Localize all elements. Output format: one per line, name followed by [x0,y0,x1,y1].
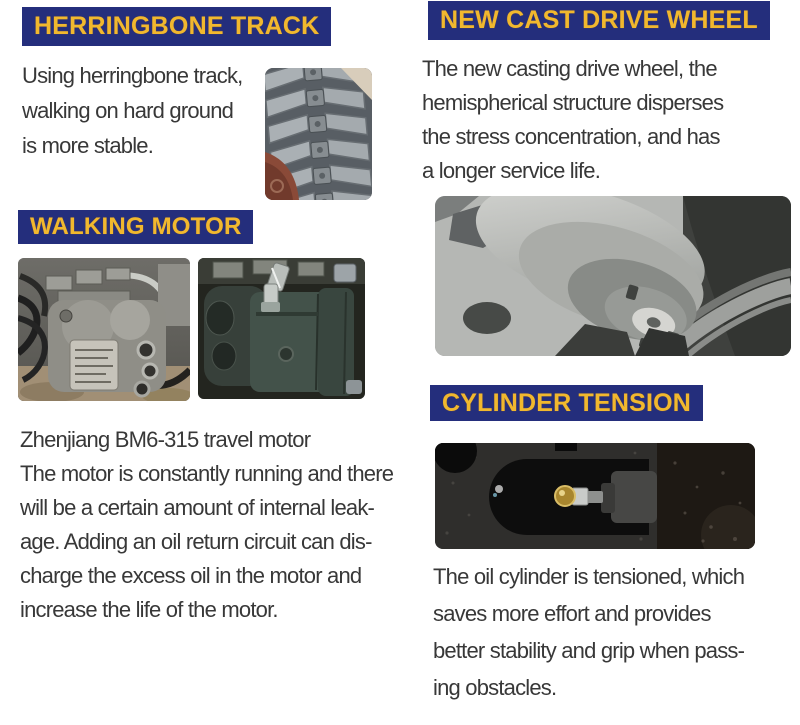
walking-motor-photo-2 [198,258,365,399]
text-line: will be a certain amount of internal leak- [20,495,375,520]
text-line: saves more effort and provides [433,601,711,626]
cylinder-tension-text [433,558,744,706]
text-line: age. Adding an oil return circuit can dis- [20,529,372,554]
text-line: The motor is constantly running and there [20,461,394,486]
text-line: The oil cylinder is tensioned, which [433,564,745,589]
new-cast-drive-wheel-text [422,52,723,188]
text-line: walking on hard ground [22,98,234,123]
text-line: Zhenjiang BM6-315 travel motor [20,427,311,452]
herringbone-track-text [22,58,242,163]
text-line: ing obstacles. [433,675,557,700]
text-line: increase the life of the motor. [20,597,278,622]
text-line: The new casting drive wheel, the [422,56,717,81]
text-line: hemispherical structure disperses [422,90,724,115]
walking-motor-photo-1 [18,258,190,401]
text-line: is more stable. [22,133,154,158]
section-title-new-cast-drive-wheel: NEW CAST DRIVE WHEEL [428,1,770,40]
text-line: charge the excess oil in the motor and [20,563,362,588]
section-title-herringbone-track: HERRINGBONE TRACK [22,7,331,46]
text-line: the stress concentration, and has [422,124,720,149]
text-line: better stability and grip when pass- [433,638,745,663]
section-title-walking-motor: WALKING MOTOR [18,210,253,244]
cast-drive-wheel-photo [435,196,791,356]
herringbone-track-photo [265,68,372,200]
walking-motor-text [20,423,393,627]
text-line: Using herringbone track, [22,63,243,88]
cylinder-tension-photo [435,443,755,549]
text-line: a longer service life. [422,158,601,183]
section-title-cylinder-tension: CYLINDER TENSION [430,385,703,421]
